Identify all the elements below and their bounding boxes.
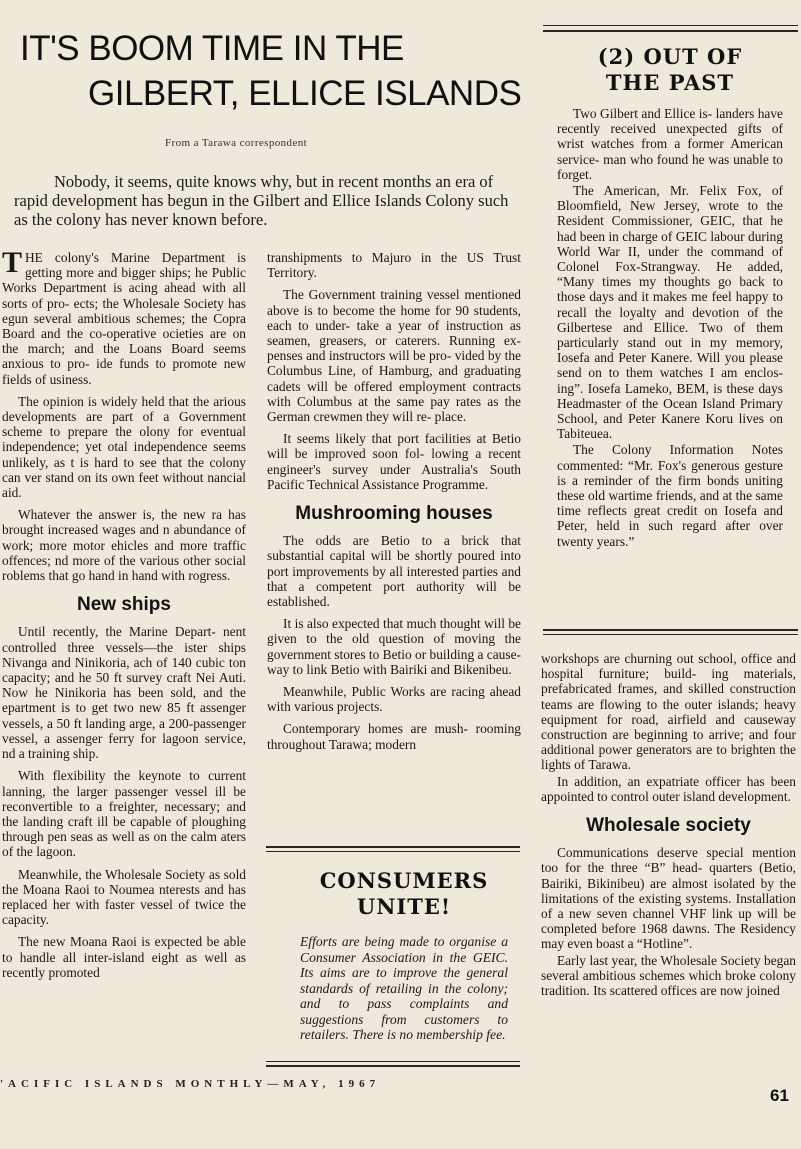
page-footer: 'ACIFIC ISLANDS MONTHLY—MAY, 1967 <box>0 1078 381 1090</box>
col2-paragraph: Meanwhile, Public Works are racing ahead with various projects. <box>267 684 521 715</box>
box-rule-top <box>543 30 798 32</box>
drop-cap: T <box>2 246 23 279</box>
col1-paragraph: Meanwhile, the Wholesale Society as sold the Moana Raoi to Noumea nterests and has replaced her with faster vessel of twice the capacity. <box>2 866 246 928</box>
past-paragraph: The American, Mr. Felix Fox, of Bloomfield, New Jersey, wrote to the Resident Commissioner, GEIC, that he had been in charge of GEIC labour during World War II, under the command of Colonel Fox-Strangway. He added, “Many times my thoughts go back to those days and it makes me feel happy to recall the loyalty and devotion of the Gilbertese and Ellice. Two of them particularly stand out in my memory, Iosefa and Peter Kanere. Will you please send on to them watches I am enclos- ing”. Iosefa Lameko, BEM, is these days Headmaster of the Ocean Island Primary School, and Peter Kanere Koru lives on Tabiteuea. <box>557 183 783 442</box>
col1-paragraph <box>2 246 246 387</box>
consumers-title-line-2: UNITE! <box>356 894 452 919</box>
col1-paragraph: The new Moana Raoi is expected be able to handle all inter-island eight as well as recently promoted <box>2 934 246 980</box>
box-rule-top <box>543 25 798 26</box>
consumers-body: Efforts are being made to organise a Consumer Association in the GEIC. Its aims are to improve the general standards of retailing in the colony; and to pass complaints and suggestions from customers to retailers. There is no membership fee. <box>300 934 508 1042</box>
box-rule-top <box>266 846 520 848</box>
col3-paragraph: Early last year, the Wholesale Society began several ambitious schemes which broke colony tradition. Its scattered offices are now joined <box>541 952 796 999</box>
box-rule-bottom <box>266 1065 520 1067</box>
box-rule-bottom <box>543 634 798 635</box>
subhead-new-ships: New ships <box>77 594 171 616</box>
col3-paragraph: workshops are churning out school, office and hospital furniture; build- ing materials, prefabricated frames, and skilled construction teams are flowing to the outer islands; heavy equipment for road, airfield and causeway construction are beginning to arrive; and four additional power generators are to brighten the lights of Tarawa. <box>541 651 796 773</box>
col1-paragraph: Whatever the answer is, the new ra has brought increased wages and n abundance of work; more motor ehicles and more traffic offences; nd more of the various other social roblems that go hand in hand with rogress. <box>2 507 246 584</box>
column-1 <box>2 246 246 987</box>
col1-paragraph: With flexibility the keynote to current lanning, the larger passenger vessel ill be reconvertible to a freighter, necessary; and the landing craft ill be capable of ploughing through pen seas as well as on the calm aters of the lagoon. <box>2 768 246 860</box>
col2-paragraph: The odds are Betio to a brick that substantial capital will be shortly poured into port improvements by all interested parties and that a competent port authority will be established. <box>267 533 521 610</box>
page-number: 61 <box>770 1086 789 1105</box>
col1-p1: HE colony's Marine Department is getting more and bigger ships; he Public Works Department is acing ahead with all sorts of pro- ects; the Wholesale Society has egun several ambitious schemes; the Copra Board and the co-operative ocieties are on the march; and the Loans Board seems anxious to pro- ide funds to promote new fields of usiness. <box>2 250 246 387</box>
consumers-box <box>300 868 508 1043</box>
past-title-line-2: THE PAST <box>605 70 735 95</box>
page-title <box>0 26 540 116</box>
column-3 <box>541 651 796 1005</box>
col1-paragraph: The opinion is widely held that the arious developments are part of a Government scheme to prepare the olony for eventual independence; yet otal independence seems unlikely, as t is hard to see that the colony can ver stand on its own feet without nancial aid. <box>2 393 246 501</box>
col2-paragraph: transhipments to Majuro in the US Trust Territory. <box>267 250 521 281</box>
out-of-the-past-box <box>557 44 783 556</box>
col1-paragraph: Until recently, the Marine Depart- nent controlled three vessels—the ister ships Nivanga and Ninikoria, ach of 140 cubic ton capacity; and he 50 ft survey craft Nei Auti. Now he Ninikoria has been sold, and the epartment is to get two new 85 ft assenger vessels, a 50 ft landing arge, a 200-passenger vessel, a assenger ferry for lagoon service, nd a training ship. <box>2 624 246 762</box>
col2-paragraph: It is also expected that much thought will be given to the old question of moving the government stores to Betio or building a cause- way to link Betio with Bairiki and Bikenibeu. <box>267 616 521 677</box>
subhead-wholesale-society: Wholesale society <box>586 815 751 837</box>
intro-paragraph <box>14 172 514 229</box>
box-rule-bottom <box>266 1061 520 1062</box>
col3-paragraph: In addition, an expatriate officer has been appointed to control outer island development. <box>541 773 796 804</box>
box-rule-top <box>266 851 520 852</box>
past-paragraph: The Colony Information Notes commented: “Mr. Fox's generous gesture is a reminder of the firm bonds uniting these old wartime friends, and at the same time reflects great credit on Iosefa and Peter, held in such regard after over twenty years.” <box>557 442 783 549</box>
intro-text: Nobody, it seems, quite knows why, but in recent months an era of rapid development has begun in the Gilbert and Ellice Islands Colony such as the colony has never known before. <box>14 172 509 229</box>
headline-line-1: IT'S BOOM TIME IN THE <box>20 29 404 68</box>
past-paragraph: Two Gilbert and Ellice is- landers have recently received unexpected gifts of wrist watches from a former American service- man who found he was unable to forget. <box>557 106 783 182</box>
col2-paragraph: Contemporary homes are mush- rooming throughout Tarawa; modern <box>267 721 521 752</box>
consumers-title-line-1: CONSUMERS <box>319 868 489 893</box>
col3-paragraph: Communications deserve special mention too for the three “B” head- quarters (Betio, Bairiki, Bikinibeu) are almost isolated by the limitations of the existing systems. Installation of a new seven channel VHF link up will be completed before 1968 dawns. The Residency may even boast a “Hotline”. <box>541 845 796 952</box>
box-rule-bottom <box>543 629 798 631</box>
byline: From a Tarawa correspondent <box>165 137 308 149</box>
headline-line-2: GILBERT, ELLICE ISLANDS <box>88 74 522 113</box>
col2-paragraph: The Government training vessel mentioned above is to become the home for 90 students, each to under- take a year of instruction as seamen, greasers, or caterers. Running ex- penses and instructors will be pro- vided by the Columbus Line, of Hamburg, and graduating cadets will be offered employment contracts with Columbus at the same pay rates as the German crewmen they will re- place. <box>267 287 521 425</box>
col2-paragraph: It seems likely that port facilities at Betio will be improved soon fol- lowing a recent engineer's survey under Australia's South Pacific Technical Assistance Programme. <box>267 431 521 492</box>
past-title-line-1: (2) OUT OF <box>597 44 743 69</box>
column-2 <box>267 250 521 759</box>
subhead-mushrooming-houses: Mushrooming houses <box>295 503 493 525</box>
